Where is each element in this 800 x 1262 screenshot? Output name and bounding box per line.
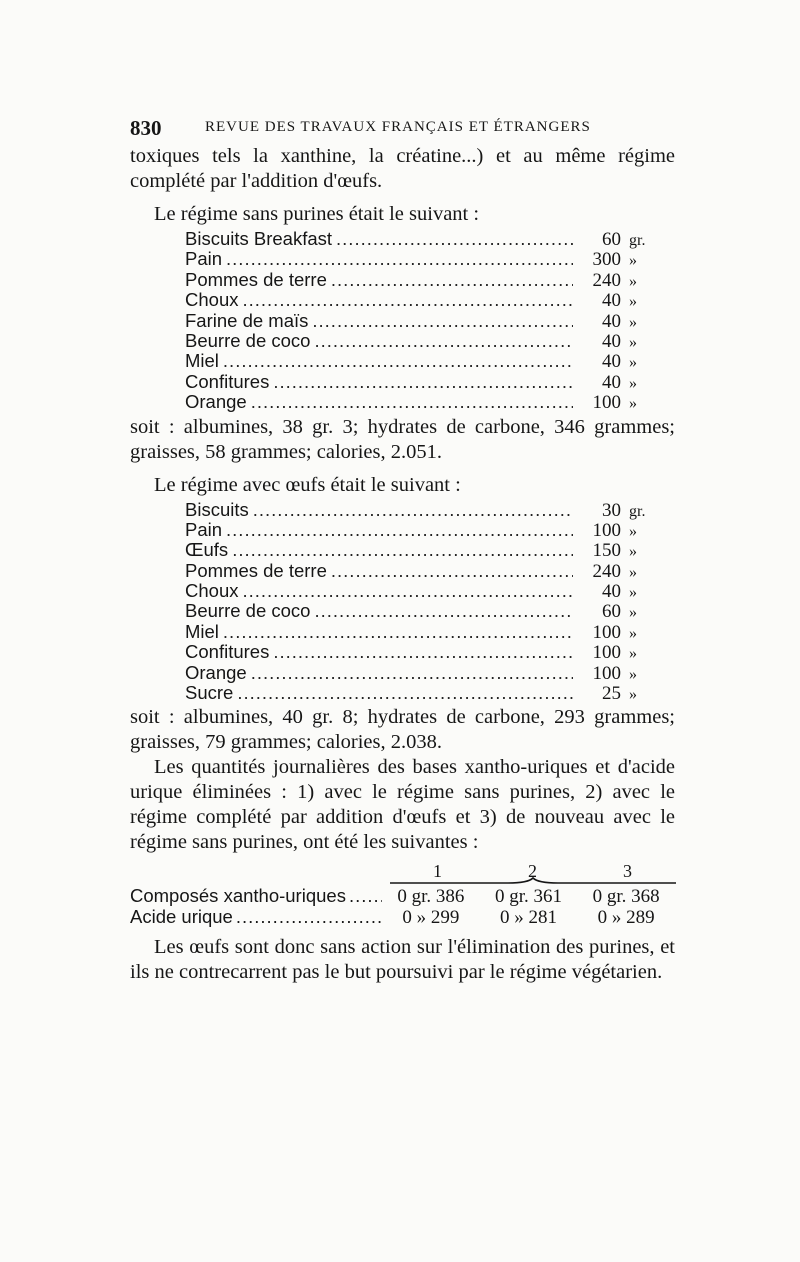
- list-item: [185, 642, 675, 662]
- quantity-unit: »: [629, 624, 637, 642]
- food-quantity: 40: [602, 310, 621, 332]
- list-item: [185, 561, 675, 581]
- food-quantity: 100: [592, 642, 621, 664]
- food-quantity: 30: [602, 499, 621, 521]
- diet2-summary: soit : albumines, 40 gr. 8; hydrates de carbone, 293 grammes; graisses, 79 grammes; calories, 2.038.: [130, 706, 675, 754]
- row-label-text: Acide urique: [130, 906, 233, 928]
- running-header: [130, 110, 675, 144]
- leader-dots: [273, 642, 573, 662]
- list-item: [185, 663, 675, 683]
- food-name: Pain: [185, 518, 223, 540]
- running-title: REVUE DES TRAVAUX FRANÇAIS ET ÉTRANGERS: [205, 119, 591, 135]
- table-cell: 0 gr. 386: [397, 886, 465, 908]
- leader-dots: [226, 249, 573, 269]
- quantity-unit: »: [629, 272, 637, 290]
- food-quantity: 150: [592, 540, 621, 562]
- leader-dots: [242, 290, 573, 310]
- leader-dots: [336, 229, 573, 249]
- list-item: [185, 622, 675, 642]
- list-item: [185, 331, 675, 351]
- food-name: Choux: [185, 580, 239, 602]
- food-quantity: 100: [592, 662, 621, 684]
- table-cell: 0 » 289: [597, 907, 655, 929]
- quantity-unit: »: [629, 395, 637, 413]
- diet2-list: [185, 500, 675, 704]
- list-item: [185, 290, 675, 310]
- page-number: 830: [130, 116, 162, 140]
- food-name: Farine de maïs: [185, 309, 309, 331]
- table-cell: 0 » 281: [500, 907, 557, 929]
- list-item: [185, 601, 675, 621]
- food-name: Pommes de terre: [185, 268, 327, 290]
- leader-dots: [232, 540, 573, 560]
- leader-dots: [251, 392, 573, 412]
- leader-dots: [223, 351, 573, 371]
- leader-dots: [331, 561, 573, 581]
- food-name: Beurre de coco: [185, 329, 311, 351]
- food-quantity: 100: [592, 621, 621, 643]
- leader-dots: [273, 372, 573, 392]
- leader-dots: [226, 520, 573, 540]
- column-header: 3: [623, 861, 632, 882]
- leader-dots: [349, 885, 382, 906]
- leader-dots: [314, 601, 573, 621]
- header-brace-line: [388, 877, 678, 887]
- list-item: [185, 351, 675, 371]
- leader-dots: [223, 622, 573, 642]
- food-name: Orange: [185, 391, 247, 413]
- table-cell: 0 gr. 361: [494, 886, 563, 908]
- leader-dots: [253, 500, 573, 520]
- food-name: Biscuits: [185, 498, 249, 520]
- quantity-unit: gr.: [629, 232, 646, 249]
- quantity-unit: »: [629, 252, 637, 270]
- quantity-unit: »: [629, 374, 637, 392]
- leader-dots: [237, 683, 573, 703]
- list-item: [185, 270, 675, 290]
- page: [130, 110, 675, 985]
- list-item: [185, 500, 675, 520]
- food-name: Miel: [185, 620, 219, 642]
- food-quantity: 240: [592, 269, 621, 291]
- food-quantity: 40: [602, 290, 621, 312]
- food-quantity: 60: [602, 229, 621, 250]
- list-item: [185, 520, 675, 540]
- quantity-unit: »: [629, 313, 637, 331]
- food-name: Œufs: [185, 539, 229, 561]
- quantity-unit: »: [629, 604, 637, 622]
- quantity-unit: gr.: [629, 502, 646, 520]
- table-cell: 0 » 299: [402, 907, 460, 929]
- quantity-unit: »: [629, 645, 637, 663]
- food-name: Pain: [185, 248, 223, 270]
- quantity-unit: »: [629, 522, 637, 540]
- quantity-unit: »: [629, 333, 637, 351]
- diet1-summary: soit : albumines, 38 gr. 3; hydrates de carbone, 346 grammes; graisses, 58 grammes; calories, 2.051.: [130, 415, 675, 463]
- list-item: [185, 581, 675, 601]
- food-quantity: 40: [602, 351, 621, 373]
- quantity-unit: »: [629, 563, 637, 581]
- leader-dots: [251, 663, 573, 683]
- diet1-list: [185, 229, 675, 413]
- quantity-unit: »: [629, 293, 637, 311]
- food-name: Confitures: [185, 641, 270, 663]
- paragraph-continuation: toxiques tels la xanthine, la créatine...) et au même régime complété par l'addition d'œufs.: [130, 145, 675, 192]
- food-name: Orange: [185, 661, 247, 683]
- quantity-unit: »: [629, 584, 637, 602]
- list-item: [185, 372, 675, 392]
- list-item: [185, 311, 675, 331]
- food-quantity: 40: [602, 581, 621, 603]
- column-header: 1: [433, 861, 442, 882]
- row-label: [130, 885, 382, 906]
- food-quantity: 40: [602, 371, 621, 393]
- diet1-intro: Le régime sans purines était le suivant :: [154, 203, 480, 225]
- leader-dots: [312, 311, 573, 331]
- leader-dots: [314, 331, 573, 351]
- food-name: Sucre: [185, 682, 234, 704]
- list-item: [185, 229, 675, 249]
- quantity-unit: »: [629, 665, 637, 683]
- quantity-unit: »: [629, 686, 637, 704]
- food-name: Miel: [185, 350, 219, 372]
- food-quantity: 60: [602, 601, 621, 623]
- results-table: [130, 861, 675, 927]
- row-label-text: Composés xantho-uriques: [130, 885, 346, 907]
- food-quantity: 300: [592, 249, 621, 271]
- leader-dots: [236, 906, 382, 927]
- list-item: [185, 683, 675, 703]
- food-name: Pommes de terre: [185, 559, 327, 581]
- food-quantity: 100: [592, 519, 621, 541]
- table-header: [130, 861, 675, 885]
- leader-dots: [242, 581, 573, 601]
- food-quantity: 100: [592, 392, 621, 414]
- food-quantity: 240: [592, 560, 621, 582]
- row-label: [130, 906, 382, 927]
- results-paragraph: Les quantités journalières des bases xantho-uriques et d'acide urique éliminées : 1) avec le régime sans purines, 2) avec le régime complété par addition d'œufs et 3) de nouveau avec le régime sans purines, ont été les suivantes :: [130, 756, 675, 854]
- food-name: Beurre de coco: [185, 600, 311, 622]
- food-quantity: 40: [602, 330, 621, 352]
- quantity-unit: »: [629, 543, 637, 561]
- column-header: 2: [528, 861, 537, 882]
- food-name: Biscuits Breakfast: [185, 228, 333, 249]
- conclusion-paragraph: Les œufs sont donc sans action sur l'élimination des purines, et ils ne contrecarrent pas le but poursuivi par le régime végétarien.: [130, 936, 675, 984]
- list-item: [185, 392, 675, 412]
- food-quantity: 25: [602, 683, 621, 705]
- food-name: Confitures: [185, 370, 270, 392]
- leader-dots: [331, 270, 573, 290]
- table-cell: 0 gr. 368: [592, 886, 660, 908]
- quantity-unit: »: [629, 354, 637, 372]
- list-item: [185, 540, 675, 560]
- table-row: [130, 885, 675, 906]
- table-body: [130, 885, 675, 927]
- diet2-intro: Le régime avec œufs était le suivant :: [154, 473, 461, 496]
- food-name: Choux: [185, 289, 239, 311]
- table-row: [130, 906, 675, 927]
- list-item: [185, 249, 675, 269]
